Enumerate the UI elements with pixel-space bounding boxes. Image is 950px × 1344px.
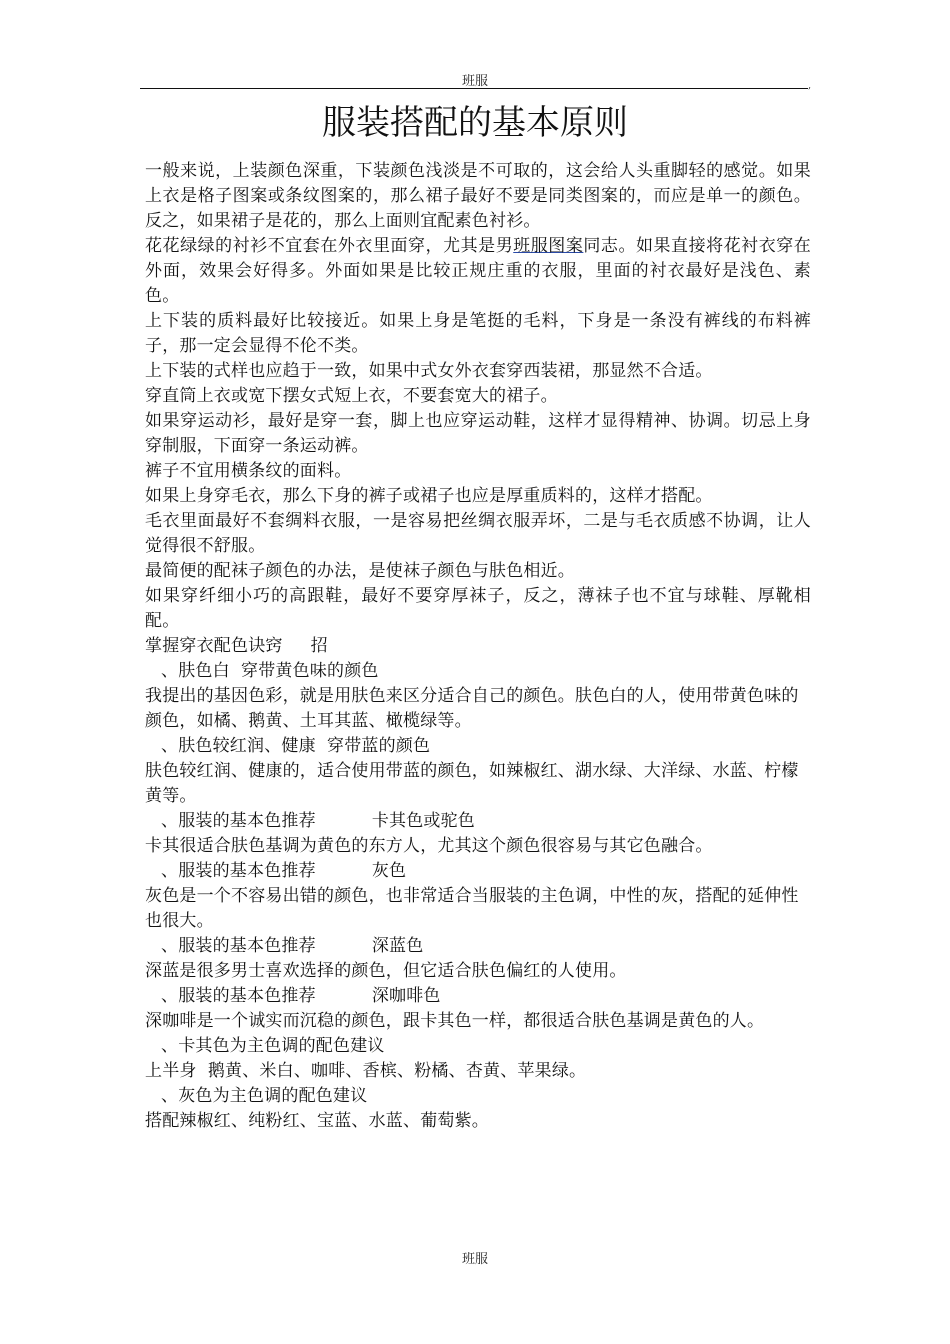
paragraph: 一般来说，上装颜色深重，下装颜色浅淡是不可取的，这会给人头重脚轻的感觉。如果上衣是格子图案或条纹图案的，那么裙子最好不要是同类图案的，而应是单一的颜色。反之，如果裙子是花的，那么上面则宜配素色衬衫。 <box>145 161 811 231</box>
header-mark: , <box>808 80 812 91</box>
page-header: 班服 <box>461 74 488 89</box>
tip-heading <box>145 859 811 884</box>
tip-line: 也很大。 <box>145 911 214 931</box>
section-heading <box>145 634 811 659</box>
paragraph: 最简便的配袜子颜色的办法，是使袜子颜色与肤色相近。 <box>145 561 575 581</box>
tip-subtitle: 卡其色或驼色 <box>371 811 476 831</box>
paragraph: 上下装的式样也应趋于一致，如果中式女外衣套穿西装裙，那显然不合适。 <box>145 361 713 381</box>
tip-heading <box>145 934 811 959</box>
tip-title: 、服装的基本色推荐 <box>161 936 316 956</box>
tip-title: 、服装的基本色推荐 <box>161 986 316 1006</box>
tip-line <box>145 1059 811 1084</box>
header-rule <box>140 88 808 89</box>
tip-heading: 、灰色为主色调的配色建议 <box>161 1086 368 1106</box>
document-body <box>145 159 811 1134</box>
paragraph: 如果上身穿毛衣，那么下身的裤子或裙子也应是厚重质料的，这样才搭配。 <box>145 486 713 506</box>
tip-heading: 、卡其色为主色调的配色建议 <box>161 1036 385 1056</box>
tip-line: 灰色是一个不容易出错的颜色，也非常适合当服装的主色调，中性的灰，搭配的延伸性 <box>145 886 799 906</box>
paragraph: 毛衣里面最好不套绸料衣服，一是容易把丝绸衣服弄坏，二是与毛衣质感不协调，让人觉得很不舒服。 <box>145 511 811 556</box>
paragraph: 穿直筒上衣或宽下摆女式短上衣，不要套宽大的裙子。 <box>145 386 558 406</box>
tip-title: 、肤色白 <box>161 661 230 681</box>
tip-line: 颜色，如橘、鹅黄、土耳其蓝、橄榄绿等。 <box>145 711 472 731</box>
tip-subtitle: 灰色 <box>371 861 407 881</box>
tip-title: 、服装的基本色推荐 <box>161 811 316 831</box>
tip-line: 我提出的基因色彩，就是用肤色来区分适合自己的颜色。肤色白的人，使用带黄色味的 <box>145 686 799 706</box>
tip-subtitle: 穿带黄色味的颜色 <box>241 661 379 681</box>
document-title: 服装搭配的基本原则 <box>322 103 628 143</box>
tip-subtitle: 穿带蓝的颜色 <box>327 736 431 756</box>
paragraph: 上下装的质料最好比较接近。如果上身是笔挺的毛料，下身是一条没有裤线的布料裤子，那一定会显得不伦不类。 <box>145 311 811 356</box>
tip-line: 卡其很适合肤色基调为黄色的东方人，尤其这个颜色很容易与其它色融合。 <box>145 836 713 856</box>
tip-line-text: 鹅黄、米白、咖啡、香槟、粉橘、杏黄、苹果绿。 <box>207 1061 587 1081</box>
paragraph <box>145 234 811 309</box>
banfu-pattern-link[interactable]: 班服图案 <box>513 236 584 256</box>
paragraph-text: 同志。如果直接将花衬衣穿在外面，效果会好得多。外面如果是比较正规庄重的衣服，里面的衬衣最好是浅色、素色。 <box>145 236 811 306</box>
tip-title: 、服装的基本色推荐 <box>161 861 316 881</box>
tip-line: 深咖啡是一个诚实而沉稳的颜色，跟卡其色一样，都很适合肤色基调是黄色的人。 <box>145 1011 765 1031</box>
heading-text: 掌握穿衣配色诀窍 <box>145 636 283 656</box>
tip-heading <box>145 659 811 684</box>
tip-line: 深蓝是很多男士喜欢选择的颜色，但它适合肤色偏红的人使用。 <box>145 961 627 981</box>
tip-subtitle: 深咖啡色 <box>371 986 441 1006</box>
tip-heading <box>145 734 811 759</box>
tip-line: 肤色较红润、健康的，适合使用带蓝的颜色，如辣椒红、湖水绿、大洋绿、水蓝、柠檬 <box>145 761 799 781</box>
page-footer: 班服 <box>461 1252 488 1267</box>
tip-line-label: 上半身 <box>145 1061 197 1081</box>
heading-text: 招 <box>310 636 328 656</box>
tip-subtitle: 深蓝色 <box>371 936 424 956</box>
tip-title: 、肤色较红润、健康 <box>161 736 316 756</box>
paragraph: 如果穿纤细小巧的高跟鞋，最好不要穿厚袜子，反之，薄袜子也不宜与球鞋、厚靴相配。 <box>145 586 811 631</box>
tip-line: 黄等。 <box>145 786 197 806</box>
tip-heading <box>145 809 811 834</box>
paragraph: 如果穿运动衫，最好是穿一套，脚上也应穿运动鞋，这样才显得精神、协调。切忌上身穿制服，下面穿一条运动裤。 <box>145 411 811 456</box>
tip-line: 搭配辣椒红、纯粉红、宝蓝、水蓝、葡萄紫。 <box>145 1111 489 1131</box>
paragraph: 裤子不宜用横条纹的面料。 <box>145 461 352 481</box>
tip-heading <box>145 984 811 1009</box>
paragraph-text: 花花绿绿的衬衫不宜套在外衣里面穿，尤其是男 <box>145 236 514 256</box>
